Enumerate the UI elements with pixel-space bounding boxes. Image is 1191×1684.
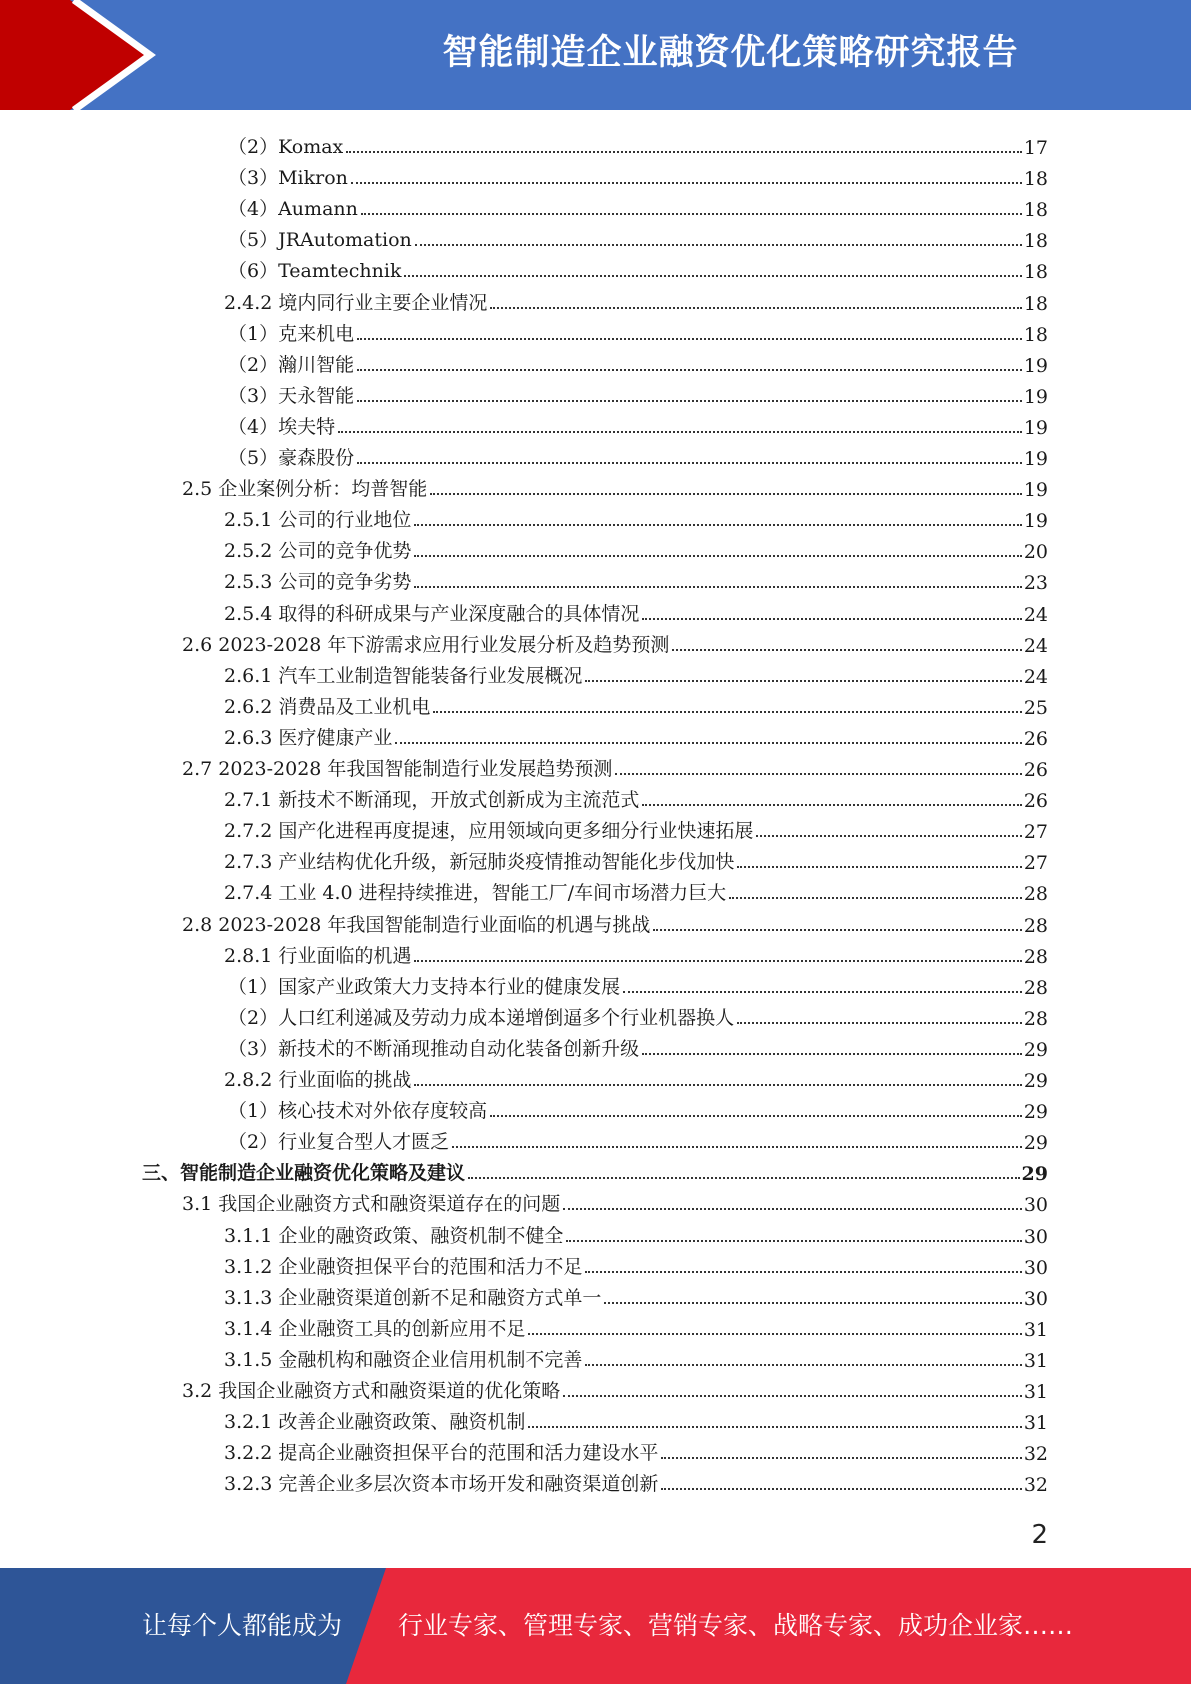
toc-leader-dots <box>566 1240 1021 1242</box>
toc-entry[interactable] <box>228 1030 1048 1061</box>
toc-leader-dots <box>395 742 1021 744</box>
toc-entry[interactable] <box>228 221 1048 252</box>
toc-leader-dots <box>346 151 1022 153</box>
toc-entry-page: 26 <box>1023 790 1048 813</box>
report-title: 智能制造企业融资优化策略研究报告 <box>442 33 1019 73</box>
toc-entry-page: 20 <box>1023 541 1048 564</box>
toc-leader-dots <box>414 960 1021 962</box>
toc-entry-label: （6）Teamtechnik <box>228 260 402 283</box>
toc-entry[interactable] <box>224 1434 1048 1465</box>
toc-entry-label: 2.5.2 公司的竞争优势 <box>224 540 412 563</box>
toc-entry[interactable] <box>224 1310 1048 1341</box>
toc-leader-dots <box>357 338 1022 340</box>
toc-entry-page: 18 <box>1023 168 1048 191</box>
toc-entry-page: 31 <box>1023 1412 1048 1435</box>
toc-leader-dots <box>430 493 1022 495</box>
toc-entry-page: 24 <box>1023 665 1048 688</box>
toc-entry[interactable] <box>224 1341 1048 1372</box>
toc-entry-page: 32 <box>1023 1474 1048 1497</box>
toc-leader-dots <box>361 213 1022 215</box>
toc-leader-dots <box>404 275 1021 277</box>
toc-entry[interactable] <box>224 532 1048 563</box>
footer-slogan-right: 行业专家、管理专家、营销专家、战略专家、成功企业家…… <box>398 1611 1074 1640</box>
toc-leader-dots <box>415 244 1022 246</box>
toc-entry[interactable] <box>228 128 1048 159</box>
toc-entry[interactable] <box>224 563 1048 594</box>
page-number: 2 <box>1031 1520 1048 1550</box>
toc-entry-label: （5）豪森股份 <box>228 447 355 469</box>
toc-leader-dots <box>357 462 1022 464</box>
toc-entry-page: 25 <box>1023 696 1048 719</box>
toc-entry-label: 三、智能制造企业融资优化策略及建议 <box>142 1162 466 1185</box>
toc-entry-label: 2.5.4 取得的科研成果与产业深度融合的具体情况 <box>224 602 640 625</box>
toc-entry-label: 3.1.1 企业的融资政策、融资机制不健全 <box>224 1224 564 1247</box>
toc-entry-page: 23 <box>1023 572 1048 595</box>
toc-entry-page: 28 <box>1023 883 1048 906</box>
toc-entry-page: 29 <box>1021 1163 1048 1186</box>
toc-entry-page: 19 <box>1023 385 1048 408</box>
toc-entry[interactable] <box>228 346 1048 377</box>
toc-entry-page: 19 <box>1023 479 1048 502</box>
toc-entry-page: 31 <box>1023 1381 1048 1403</box>
toc-entry-label: （5）JRAutomation <box>228 229 412 252</box>
toc-leader-dots <box>414 555 1021 557</box>
toc-entry-label: （2）Komax <box>228 136 344 158</box>
page-header <box>0 0 1191 110</box>
toc-entry-page: 27 <box>1023 821 1048 844</box>
toc-leader-dots <box>604 1302 1021 1304</box>
toc-entry[interactable] <box>224 1061 1048 1092</box>
toc-entry-label: 3.1 我国企业融资方式和融资渠道存在的问题 <box>182 1193 561 1216</box>
toc-entry-page: 19 <box>1023 448 1048 470</box>
toc-leader-dots <box>642 618 1021 620</box>
toc-leader-dots <box>653 929 1021 931</box>
toc-entry-label: （1）克来机电 <box>228 322 355 345</box>
toc-leader-dots <box>756 835 1021 837</box>
toc-entry-page: 19 <box>1023 416 1048 439</box>
toc-entry-page: 28 <box>1023 1007 1048 1030</box>
toc-entry[interactable] <box>182 1185 1048 1216</box>
toc-entry-label: （3）天永智能 <box>228 384 355 407</box>
toc-leader-dots <box>642 1053 1022 1055</box>
toc-entry-label: 3.1.2 企业融资担保平台的范围和活力不足 <box>224 1255 583 1278</box>
toc-entry[interactable] <box>182 906 1048 937</box>
toc-entry-label: （1）核心技术对外依存度较高 <box>228 1100 488 1123</box>
toc-leader-dots <box>357 369 1022 371</box>
toc-entry[interactable] <box>228 1092 1048 1123</box>
toc-entry[interactable] <box>224 1465 1048 1496</box>
toc-entry-label: （4）埃夫特 <box>228 415 336 438</box>
toc-entry-label: 2.8 2023-2028 年我国智能制造行业面临的机遇与挑战 <box>182 913 651 936</box>
toc-entry[interactable] <box>224 1403 1048 1434</box>
toc-entry-label: 3.1.4 企业融资工具的创新应用不足 <box>224 1317 526 1340</box>
toc-entry[interactable] <box>224 937 1048 968</box>
toc-entry-label: 2.6.2 消费品及工业机电 <box>224 695 431 718</box>
toc-entry-page: 29 <box>1023 1132 1048 1155</box>
toc-entry-label: 2.5.1 公司的行业地位 <box>224 509 412 532</box>
toc-leader-dots <box>452 1146 1022 1148</box>
toc-entry-label: 2.6.1 汽车工业制造智能装备行业发展概况 <box>224 664 583 687</box>
toc-entry-page: 26 <box>1023 727 1048 750</box>
toc-entry-page: 18 <box>1023 292 1048 315</box>
toc-entry-page: 18 <box>1023 199 1048 222</box>
toc-entry-label: 2.5 企业案例分析：均普智能 <box>182 478 428 501</box>
toc-entry-label: 3.1.3 企业融资渠道创新不足和融资方式单一 <box>224 1286 602 1309</box>
toc-entry[interactable] <box>228 968 1048 999</box>
toc-entry-page: 27 <box>1023 852 1048 875</box>
toc-entry-page: 17 <box>1023 137 1048 159</box>
toc-entry-label: 2.7 2023-2028 年我国智能制造行业发展趋势预测 <box>182 758 613 780</box>
toc-entry[interactable] <box>224 1279 1048 1310</box>
toc-entry[interactable] <box>228 190 1048 221</box>
toc-entry[interactable] <box>182 1372 1048 1403</box>
toc-entry-page: 19 <box>1023 510 1048 533</box>
toc-entry[interactable] <box>228 408 1048 439</box>
toc-entry-label: 3.2.1 改善企业融资政策、融资机制 <box>224 1411 526 1434</box>
toc-entry[interactable] <box>224 284 1048 315</box>
toc-entry-page: 28 <box>1023 976 1048 999</box>
toc-entry[interactable] <box>228 377 1048 408</box>
toc-entry-label: （1）国家产业政策大力支持本行业的健康发展 <box>228 975 621 998</box>
toc-entry-page: 26 <box>1023 759 1048 781</box>
toc-entry-label: （3）新技术的不断涌现推动自动化装备创新升级 <box>228 1037 640 1060</box>
toc-entry[interactable] <box>182 750 1048 781</box>
toc-entry[interactable] <box>224 781 1048 812</box>
toc-leader-dots <box>468 1177 1020 1179</box>
toc-entry-page: 28 <box>1023 914 1048 937</box>
toc-entry-label: （3）Mikron <box>228 167 348 190</box>
toc-entry-page: 19 <box>1023 354 1048 377</box>
toc-entry-label: 2.7.4 工业 4.0 进程持续推进，智能工厂/车间市场潜力巨大 <box>224 882 727 905</box>
toc-entry[interactable] <box>224 843 1048 874</box>
toc-entry-label: （4）Aumann <box>228 198 358 221</box>
toc-entry-label: （2）瀚川智能 <box>228 353 355 376</box>
toc-entry-page: 24 <box>1023 603 1048 626</box>
toc-entry-label: 2.8.2 行业面临的挑战 <box>224 1069 412 1091</box>
footer-slogan-left: 让每个人都能成为 <box>142 1611 343 1640</box>
toc-entry[interactable] <box>228 315 1048 346</box>
toc-entry-label: 2.6 2023-2028 年下游需求应用行业发展分析及趋势预测 <box>182 633 670 656</box>
toc-leader-dots <box>414 586 1021 588</box>
toc-entry-label: 3.1.5 金融机构和融资企业信用机制不完善 <box>224 1348 583 1371</box>
toc-entry-page: 30 <box>1023 1256 1048 1279</box>
toc-entry-page: 18 <box>1023 323 1048 346</box>
toc-entry[interactable] <box>228 999 1048 1030</box>
toc-leader-dots <box>661 1457 1021 1459</box>
toc-leader-dots <box>585 1271 1021 1273</box>
toc-entry-label: 2.7.3 产业结构优化升级，新冠肺炎疫情推动智能化步伐加快 <box>224 851 735 874</box>
toc-entry[interactable] <box>182 470 1048 501</box>
toc-leader-dots <box>661 1488 1021 1490</box>
toc-leader-dots <box>490 1115 1022 1117</box>
toc-entry-label: 3.2.2 提高企业融资担保平台的范围和活力建设水平 <box>224 1442 659 1465</box>
toc-entry-page: 29 <box>1023 1038 1048 1061</box>
toc-entry-page: 30 <box>1023 1194 1048 1217</box>
page-footer <box>0 1568 1191 1684</box>
header-chevron-decoration <box>0 0 300 110</box>
toc-entry[interactable] <box>182 626 1048 657</box>
toc-entry[interactable] <box>224 657 1048 688</box>
toc-leader-dots <box>351 182 1022 184</box>
toc-leader-dots <box>433 711 1021 713</box>
toc-entry-label: 2.8.1 行业面临的机遇 <box>224 944 412 967</box>
toc-leader-dots <box>528 1426 1021 1428</box>
toc-leader-dots <box>528 1333 1021 1335</box>
toc-entry[interactable] <box>224 688 1048 719</box>
toc-leader-dots <box>338 431 1022 433</box>
toc-entry-label: 2.4.2 境内同行业主要企业情况 <box>224 291 488 314</box>
toc-entry-label: （2）人口红利递减及劳动力成本递增倒逼多个行业机器换人 <box>228 1006 735 1029</box>
toc-leader-dots <box>563 1395 1022 1397</box>
toc-leader-dots <box>737 1022 1022 1024</box>
toc-entry-label: （2）行业复合型人才匮乏 <box>228 1131 450 1154</box>
toc-leader-dots <box>623 991 1022 993</box>
toc-entry-page: 31 <box>1023 1318 1048 1341</box>
toc-entry-label: 3.2.3 完善企业多层次资本市场开发和融资渠道创新 <box>224 1473 659 1496</box>
toc-entry[interactable] <box>224 1248 1048 1279</box>
toc-leader-dots <box>414 1084 1021 1086</box>
toc-entry-label: 2.5.3 公司的竞争劣势 <box>224 571 412 594</box>
toc-entry-page: 32 <box>1023 1443 1048 1466</box>
toc-leader-dots <box>414 524 1021 526</box>
toc-entry-page: 30 <box>1023 1287 1048 1310</box>
toc-entry-page: 24 <box>1023 634 1048 657</box>
toc-leader-dots <box>672 649 1021 651</box>
toc-leader-dots <box>642 804 1021 806</box>
toc-entry-page: 29 <box>1023 1070 1048 1092</box>
toc-entry-page: 31 <box>1023 1349 1048 1372</box>
toc-leader-dots <box>585 680 1021 682</box>
toc-entry-page: 28 <box>1023 945 1048 968</box>
toc-entry[interactable] <box>228 159 1048 190</box>
toc-leader-dots <box>490 307 1021 309</box>
toc-entry[interactable] <box>228 439 1048 470</box>
toc-entry[interactable] <box>224 501 1048 532</box>
toc-entry-page: 29 <box>1023 1101 1048 1124</box>
toc-entry-page: 30 <box>1023 1225 1048 1248</box>
toc-entry[interactable] <box>228 1123 1048 1154</box>
toc-leader-dots <box>615 773 1021 775</box>
toc-entry-page: 18 <box>1023 230 1048 253</box>
toc-leader-dots <box>585 1364 1021 1366</box>
toc-entry[interactable] <box>224 812 1048 843</box>
toc-entry-label: 2.6.3 医疗健康产业 <box>224 726 393 749</box>
toc-entry[interactable] <box>224 874 1048 905</box>
toc-entry[interactable] <box>142 1154 1048 1185</box>
toc-entry-label: 2.7.2 国产化进程再度提速，应用领域向更多细分行业快速拓展 <box>224 820 754 843</box>
toc-leader-dots <box>737 866 1021 868</box>
toc-entry[interactable] <box>224 595 1048 626</box>
toc-entry[interactable] <box>228 252 1048 283</box>
toc-entry[interactable] <box>224 719 1048 750</box>
toc-entry-label: 3.2 我国企业融资方式和融资渠道的优化策略 <box>182 1380 561 1402</box>
toc-leader-dots <box>563 1208 1022 1210</box>
toc-entry-page: 18 <box>1023 261 1048 284</box>
toc-entry-label: 2.7.1 新技术不断涌现，开放式创新成为主流范式 <box>224 789 640 812</box>
toc-entry[interactable] <box>224 1217 1048 1248</box>
toc-leader-dots <box>357 400 1022 402</box>
toc-leader-dots <box>729 897 1022 899</box>
